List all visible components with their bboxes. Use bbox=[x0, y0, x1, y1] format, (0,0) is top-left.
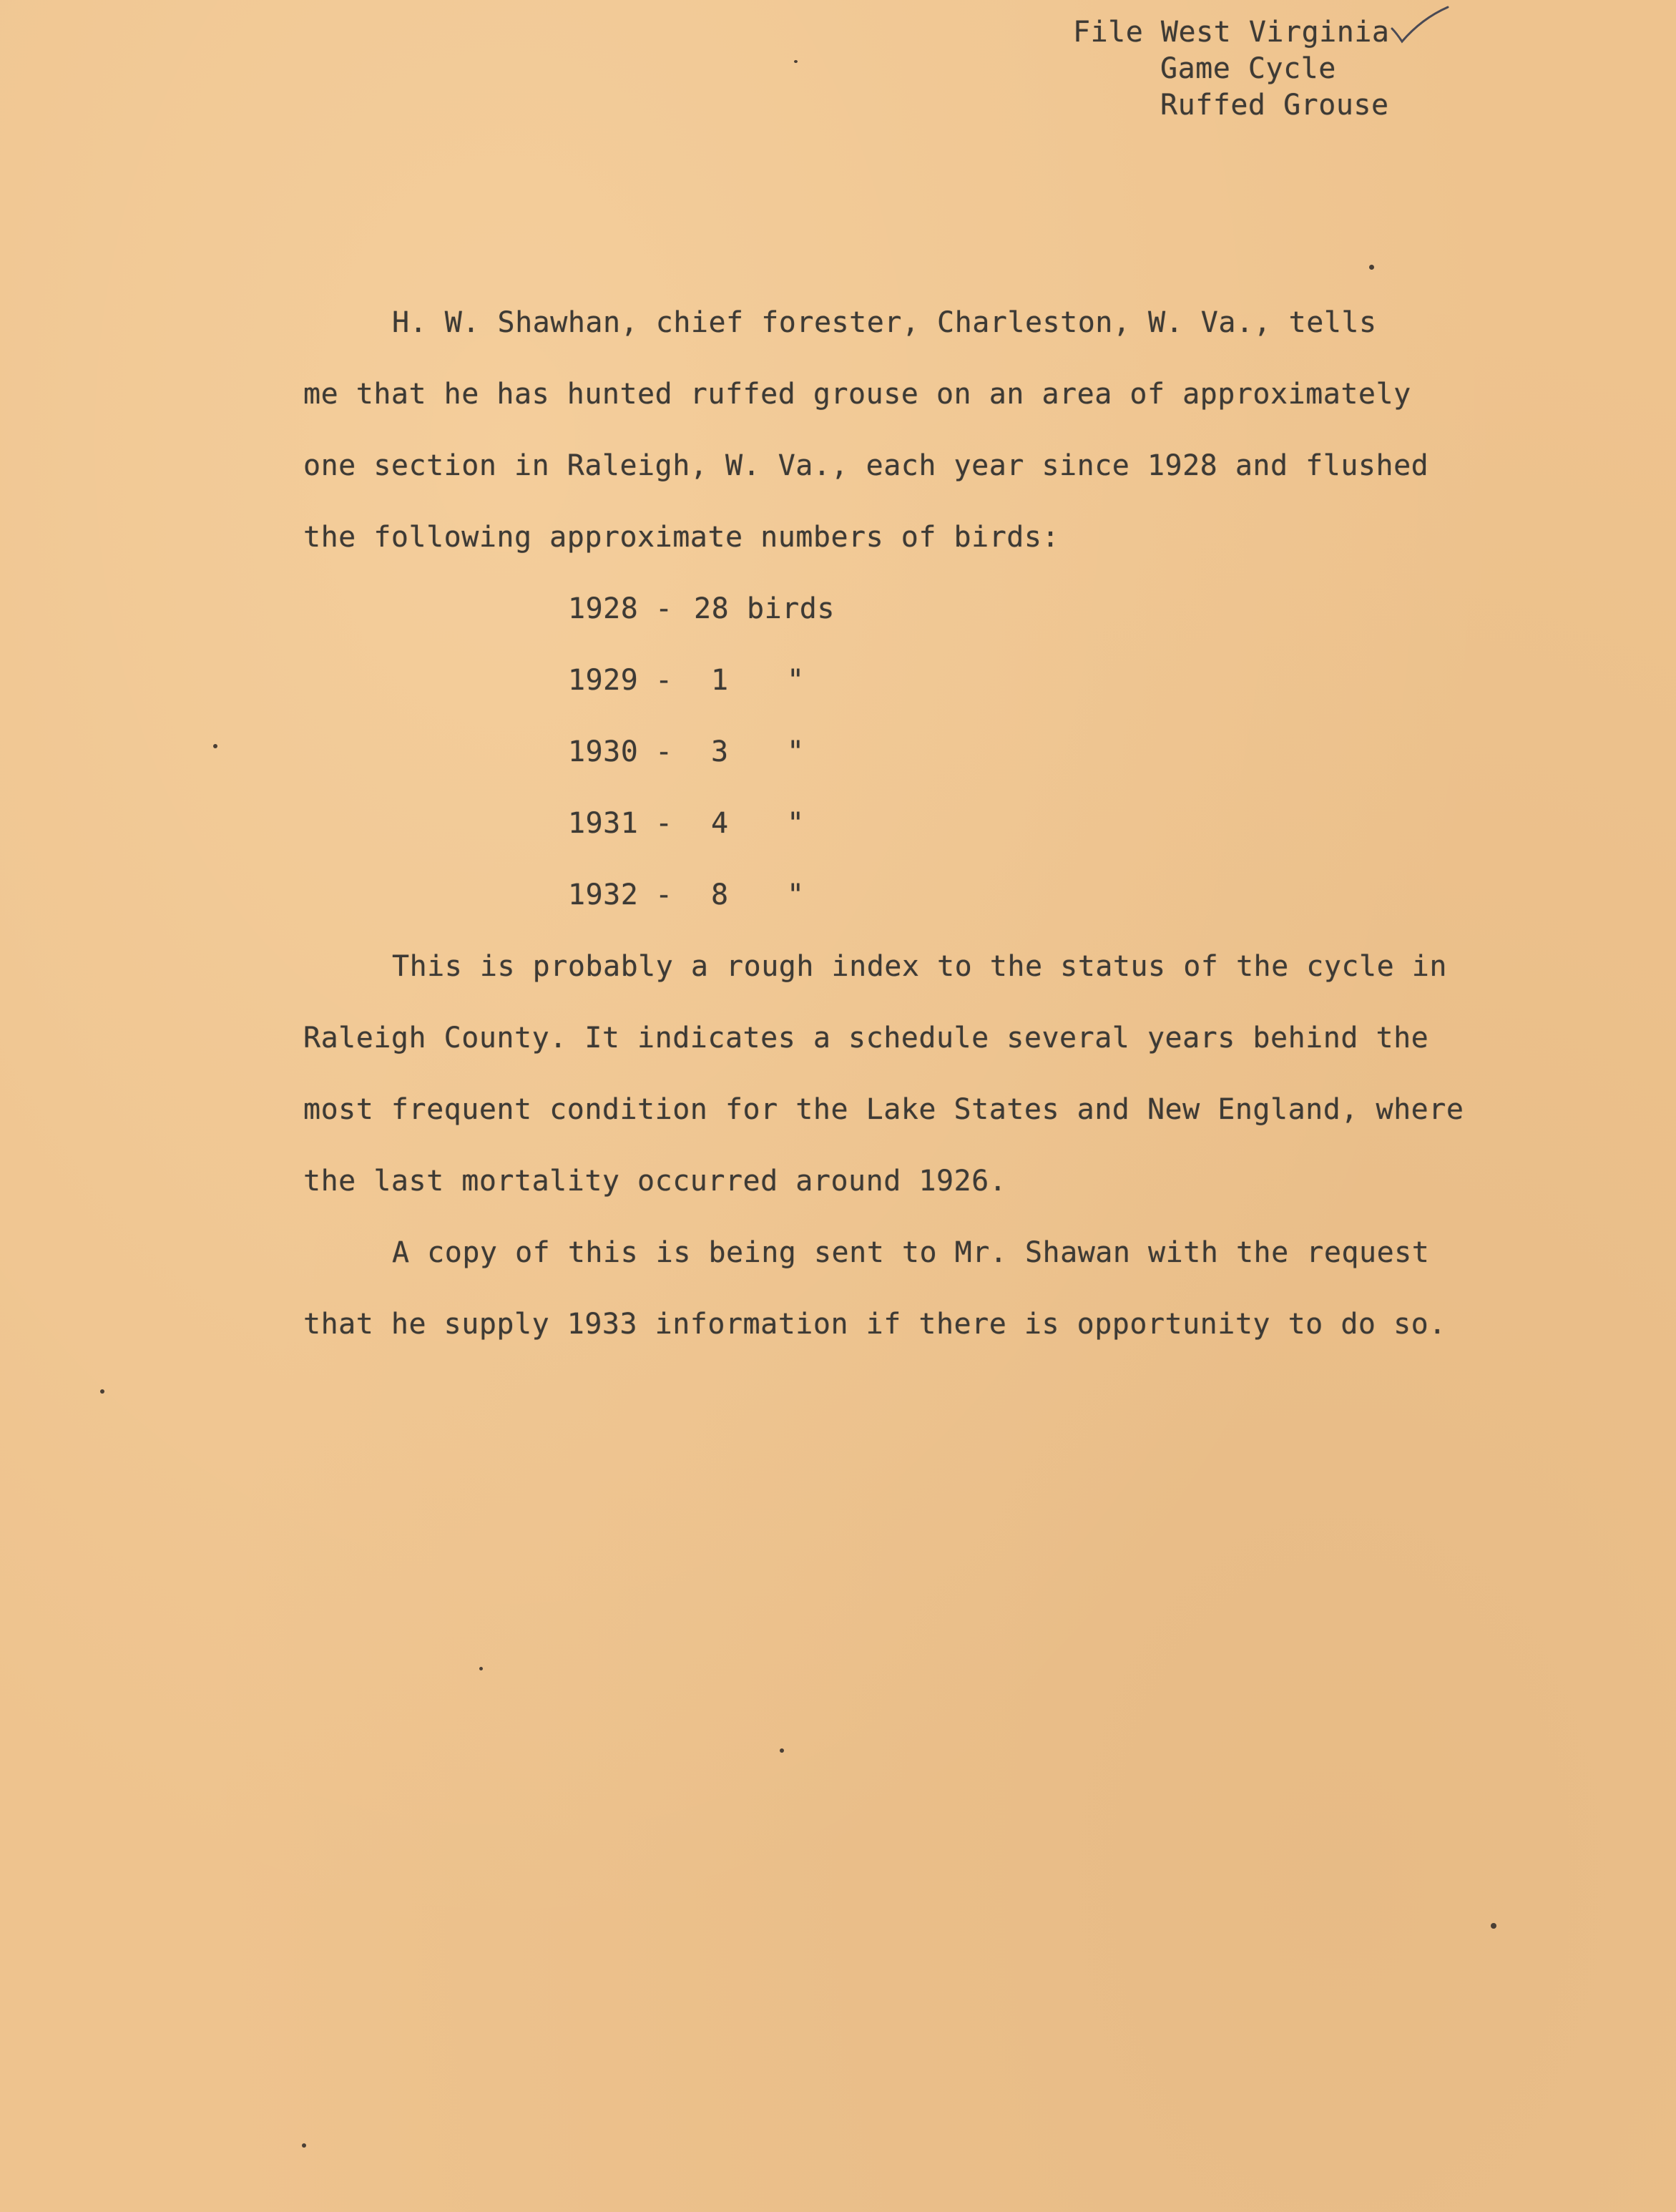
count-year: 1928 bbox=[568, 592, 639, 625]
count-year: 1929 bbox=[568, 664, 639, 697]
paper-speck bbox=[100, 1389, 104, 1394]
count-unit: " bbox=[787, 807, 805, 840]
count-sep: - bbox=[655, 592, 673, 625]
paper-speck bbox=[479, 1667, 483, 1670]
count-value: 3 bbox=[711, 735, 729, 768]
paragraph-line: the following approximate numbers of birds: bbox=[303, 521, 1060, 554]
paragraph-line: Raleigh County. It indicates a schedule several years behind the bbox=[303, 1022, 1429, 1054]
file-line-state: File West Virginia bbox=[1073, 16, 1390, 49]
file-line-species: Ruffed Grouse bbox=[1160, 89, 1389, 122]
count-value: 4 bbox=[711, 807, 729, 840]
paper-speck bbox=[1491, 1923, 1496, 1929]
paragraph-line: one section in Raleigh, W. Va., each year since 1928 and flushed bbox=[303, 449, 1429, 482]
count-value: 1 bbox=[711, 664, 729, 697]
count-value: 28 bbox=[694, 592, 730, 625]
paper-speck bbox=[302, 2143, 306, 2148]
count-sep: - bbox=[655, 664, 673, 697]
count-sep: - bbox=[655, 879, 673, 911]
count-year: 1931 bbox=[568, 807, 639, 840]
paragraph-line: H. W. Shawhan, chief forester, Charleston, W. Va., tells bbox=[392, 306, 1377, 339]
count-unit: birds bbox=[747, 592, 835, 625]
paper-speck bbox=[1369, 265, 1374, 270]
paragraph-line: A copy of this is being sent to Mr. Shawan with the request bbox=[392, 1236, 1430, 1269]
count-year: 1932 bbox=[568, 879, 639, 911]
paper-speck bbox=[780, 1748, 784, 1753]
count-sep: - bbox=[655, 807, 673, 840]
count-unit: " bbox=[787, 664, 805, 697]
paragraph-line: This is probably a rough index to the status of the cycle in bbox=[392, 950, 1447, 983]
paragraph-line: me that he has hunted ruffed grouse on an area of approximately bbox=[303, 378, 1411, 411]
count-unit: " bbox=[787, 735, 805, 768]
count-sep: - bbox=[655, 735, 673, 768]
paragraph-line: the last mortality occurred around 1926. bbox=[303, 1165, 1007, 1198]
paragraph-line: most frequent condition for the Lake States and New England, where bbox=[303, 1093, 1464, 1126]
count-value: 8 bbox=[711, 879, 729, 911]
paper-speck bbox=[213, 744, 217, 748]
checkmark-icon bbox=[1388, 4, 1452, 49]
paragraph-line: that he supply 1933 information if there is opportunity to do so. bbox=[303, 1308, 1446, 1341]
paper-speck bbox=[794, 60, 798, 63]
file-line-topic: Game Cycle bbox=[1160, 52, 1336, 85]
count-year: 1930 bbox=[568, 735, 639, 768]
count-unit: " bbox=[787, 879, 805, 911]
